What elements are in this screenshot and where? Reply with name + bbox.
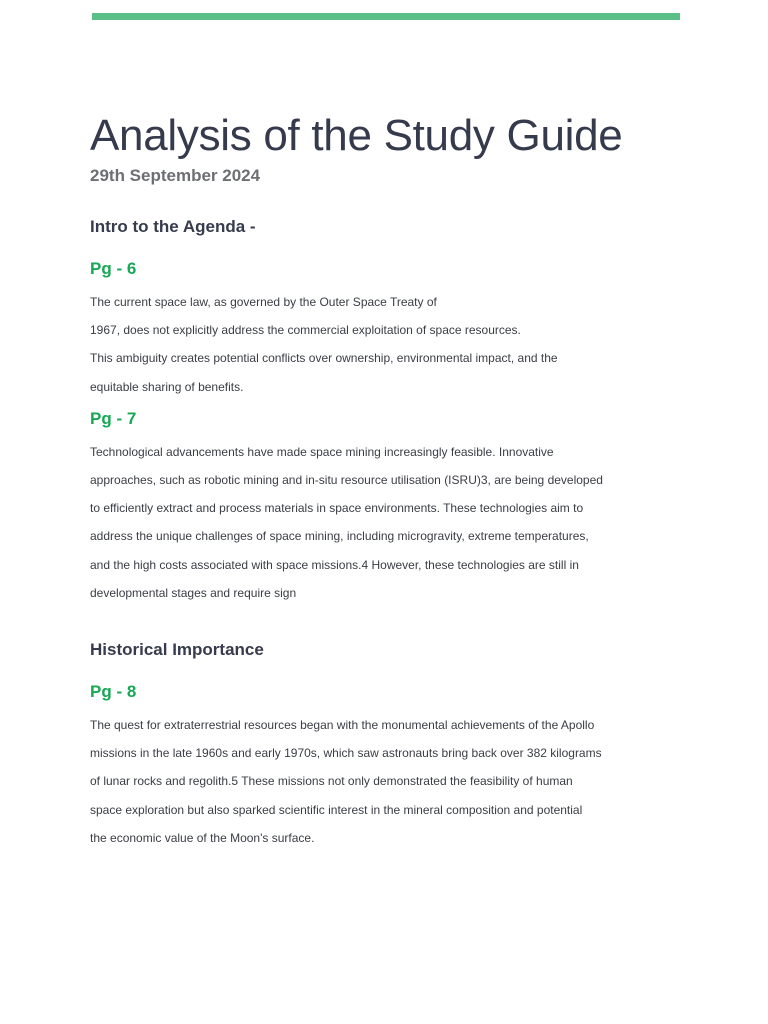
section-heading-historical-importance: Historical Importance — [90, 640, 264, 660]
paragraph-line: developmental stages and require sign — [90, 585, 297, 600]
paragraph-line: missions in the late 1960s and early 1970s, which saw astronauts bring back over 382 kilograms — [90, 746, 602, 761]
paragraph-line: of lunar rocks and regolith.5 These missions not only demonstrated the feasibility of human — [90, 774, 573, 789]
document-body — [90, 110, 650, 852]
document-date: 29th September 2024 — [90, 166, 261, 185]
section-heading-intro: Intro to the Agenda - — [90, 217, 256, 236]
paragraph-line: 1967, does not explicitly address the commercial exploitation of space resources. — [90, 323, 521, 338]
paragraph-pg-7 — [90, 438, 650, 607]
paragraph-line: The quest for extraterrestrial resources began with the monumental achievements of the Apollo — [90, 718, 595, 733]
page-ref-8: Pg - 8 — [90, 682, 137, 702]
page-ref-7: Pg - 7 — [90, 408, 137, 428]
paragraph-line: Technological advancements have made space mining increasingly feasible. Innovative — [90, 444, 554, 459]
paragraph-line: approaches, such as robotic mining and in-situ resource utilisation (ISRU)3, are being developed — [90, 473, 603, 488]
paragraph-line: and the high costs associated with space missions.4 However, these technologies are still in — [90, 557, 579, 572]
paragraph-line: address the unique challenges of space mining, including microgravity, extreme temperatures, — [90, 529, 589, 544]
paragraph-pg-8 — [90, 711, 650, 852]
paragraph-line: This ambiguity creates potential conflicts over ownership, environmental impact, and the — [90, 351, 558, 366]
paragraph-line: space exploration but also sparked scientific interest in the mineral composition and potential — [90, 802, 583, 817]
paragraph-line: The current space law, as governed by the Outer Space Treaty of — [90, 295, 437, 309]
page-ref-6: Pg - 6 — [90, 259, 137, 278]
paragraph-pg-6 — [90, 288, 650, 401]
page-title: Analysis of the Study Guide — [90, 111, 623, 160]
paragraph-line: equitable sharing of benefits. — [90, 379, 244, 394]
header-accent-rule — [92, 13, 680, 20]
paragraph-line: the economic value of the Moon's surface. — [90, 830, 315, 845]
paragraph-line: to efficiently extract and process materials in space environments. These technologies aim to — [90, 501, 584, 516]
